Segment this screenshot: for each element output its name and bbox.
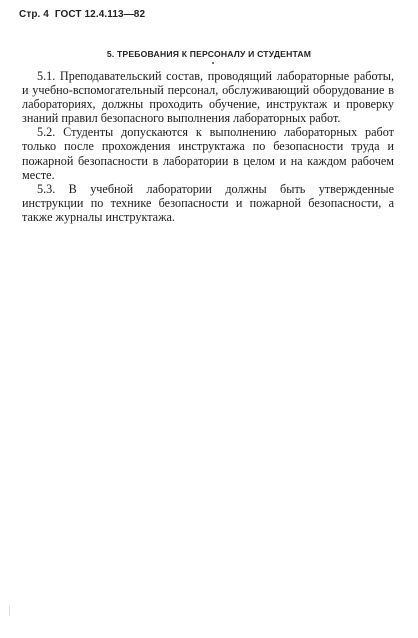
paragraph-5-2: 5.2. Студенты допускаются к выполнению лабораторных работ только после прохождения инструктажа по безопасности труда и пожарной безопасности в лаборатории в целом и на каждом рабочем месте. — [22, 125, 394, 182]
standard-code: ГОСТ 12.4.113—82 — [54, 9, 146, 20]
title-dot-mark — [212, 62, 214, 64]
section-title: 5. ТРЕБОВАНИЯ К ПЕРСОНАЛУ И СТУДЕНТАМ — [106, 49, 312, 59]
paragraph-5-1: 5.1. Преподавательский состав, проводящий лабораторные работы, и учебно-вспомогательный персонал, обслуживающий оборудование в лабораториях, должны проходить обучение, инструктаж и проверку знаний правил безопасного выполнения лабораторных работ. — [22, 69, 394, 126]
paragraph-5-3: 5.3. В учебной лаборатории должны быть утвержденные инструкции по технике безопасности и пожарной безопасности, а также журналы инструктажа. — [22, 181, 394, 224]
scan-margin-mark — [9, 606, 10, 616]
page-number: Стр. 4 — [19, 9, 49, 20]
page-header — [19, 9, 145, 20]
section-body — [22, 69, 394, 224]
